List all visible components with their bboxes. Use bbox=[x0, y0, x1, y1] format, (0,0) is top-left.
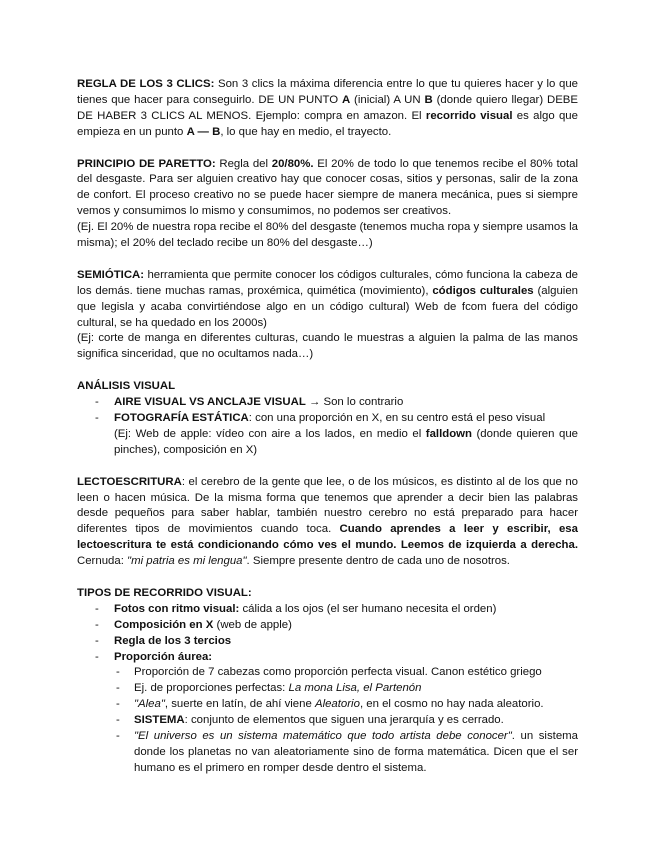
tipos-recorrido-heading: TIPOS DE RECORRIDO VISUAL: bbox=[77, 586, 252, 599]
list-item: - Fotos con ritmo visual: cálida a los ojos (el ser humano necesita el orden) bbox=[77, 602, 578, 618]
list-item: - SISTEMA: conjunto de elementos que siguen una jerarquía y es cerrado. bbox=[116, 713, 578, 729]
semiotica-example: (Ej: corte de manga en diferentes culturas, cuando le muestras a alguien la palma de las manos significa sinceridad, que no ocultamos nada…) bbox=[77, 332, 578, 361]
list-item: - FOTOGRAFÍA ESTÁTICA: con una proporción en X, en su centro está el peso visual (Ej: Web de apple: vídeo con aire a los lados, en medio el falldown (donde quieren que pinches), composición en X) bbox=[77, 411, 578, 459]
fotografia-estatica-example: (Ej: Web de apple: vídeo con aire a los lados, en medio el falldown (donde quieren que pinches), composición en X) bbox=[114, 427, 578, 456]
list-item: - "El universo es un sistema matemático que todo artista debe conocer". un sistema donde los planetas no van aleatoriamente sino de forma matemática. Dicen que el ser humano es el primero en romper desde dentro el sistema. bbox=[116, 729, 578, 777]
list-item: - Proporción de 7 cabezas como proporción perfecta visual. Canon estético griego bbox=[116, 665, 578, 681]
document-page bbox=[77, 77, 578, 777]
tipos-recorrido-section bbox=[77, 586, 578, 777]
list-item: - Ej. de proporciones perfectas: La mona Lisa, el Partenón bbox=[116, 681, 578, 697]
list-item: - Regla de los 3 tercios bbox=[77, 634, 578, 650]
semiotica-heading: SEMIÓTICA: bbox=[77, 268, 145, 281]
regla-3-clics-paragraph: REGLA DE LOS 3 CLICS: Son 3 clics la máxima diferencia entre lo que tu quieres hacer y lo que tienes que hacer para conseguirlo. DE UN PUNTO A (inicial) A UN B (donde quiero llegar) DEBE DE HABER 3 CLICS AL MENOS. Ejemplo: compra en amazon. El recorrido visual es algo que empieza en un punto A — B, lo que hay en medio, el trayecto. bbox=[77, 78, 578, 138]
regla-3-clics-heading: REGLA DE LOS 3 CLICS: bbox=[77, 78, 215, 90]
pareto-heading: PRINCIPIO DE PARETTO: bbox=[77, 157, 216, 170]
analisis-visual-heading: ANÁLISIS VISUAL bbox=[77, 380, 176, 393]
lectoescritura-heading: LECTOESCRITURA bbox=[77, 475, 182, 488]
lectoescritura-paragraph: LECTOESCRITURA: el cerebro de la gente que lee, o de los músicos, es distinto al de los que no leen o hacen música. De la misma forma que tenemos que aprender a decir bien las palabras desde pequeños para saber hablar, también nuestro cerebro no está preparado para hacer diferentes tipos de movimientos cuando toca. Cuando aprendes a leer y escribir, esa lectoescritura te está condicionando cómo ves el mundo. Leemos de izquierda a derecha. Cernuda: "mi patria es mi lengua". Siempre presente dentro de cada uno de nosotros. bbox=[77, 475, 578, 568]
analisis-visual-section bbox=[77, 379, 578, 459]
tipos-recorrido-list bbox=[77, 602, 578, 777]
semiotica-section bbox=[77, 268, 578, 363]
list-item: - Composición en X (web de apple) bbox=[77, 618, 578, 634]
analisis-visual-list bbox=[77, 395, 578, 459]
pareto-section bbox=[77, 157, 578, 252]
list-item: - Proporción áurea: - Proporción de 7 cabezas como proporción perfecta visual. Canon estético griego - Ej. de proporciones perfectas: La mona Lisa, el Partenón - "Alea", suerte en latín, de ahí viene Aleatorio, en el cosmo no hay nada aleatorio. - SISTEMA: conjunto de elementos que siguen una jerarquía y es cerrado. - "El universo es un sistema matemático que todo artista debe conocer". un sistema donde los planetas no van aleatoriamente sino de forma matemática. Dicen que el ser humano es el primero en romper desde dentro el sistema. bbox=[77, 650, 578, 777]
list-item: - "Alea", suerte en latín, de ahí viene Aleatorio, en el cosmo no hay nada aleatorio. bbox=[116, 697, 578, 713]
pareto-paragraph: PRINCIPIO DE PARETTO: Regla del 20/80%. El 20% de todo lo que tenemos recibe el 80% total del desgaste. Para ser alguien creativo hay que conocer cosas, sitios y personas, salir de la zona de confort. El proceso creativo no se puede hacer siempre de manera mecánica, pues si siempre vemos y consumimos lo mismo y consumimos, no podemos ser creativos. bbox=[77, 157, 578, 218]
list-item: - AIRE VISUAL VS ANCLAJE VISUAL → Son lo contrario bbox=[77, 395, 578, 411]
proporcion-aurea-sublist bbox=[116, 665, 578, 776]
pareto-example: (Ej. El 20% de nuestra ropa recibe el 80% del desgaste (tenemos mucha ropa y siempre usamos la misma); el 20% del teclado recibe un 80% del desgaste…) bbox=[77, 221, 578, 250]
semiotica-paragraph: SEMIÓTICA: herramienta que permite conocer los códigos culturales, cómo funciona la cabeza de los demás. tiene muchas ramas, proxémica, quimética (movimiento), códigos culturales (alguien que legisla y acaba convirtiéndose algo en un código cultural) Web de fcom fuera del código cultural, se ha quedado en los 2000s) bbox=[77, 268, 578, 329]
